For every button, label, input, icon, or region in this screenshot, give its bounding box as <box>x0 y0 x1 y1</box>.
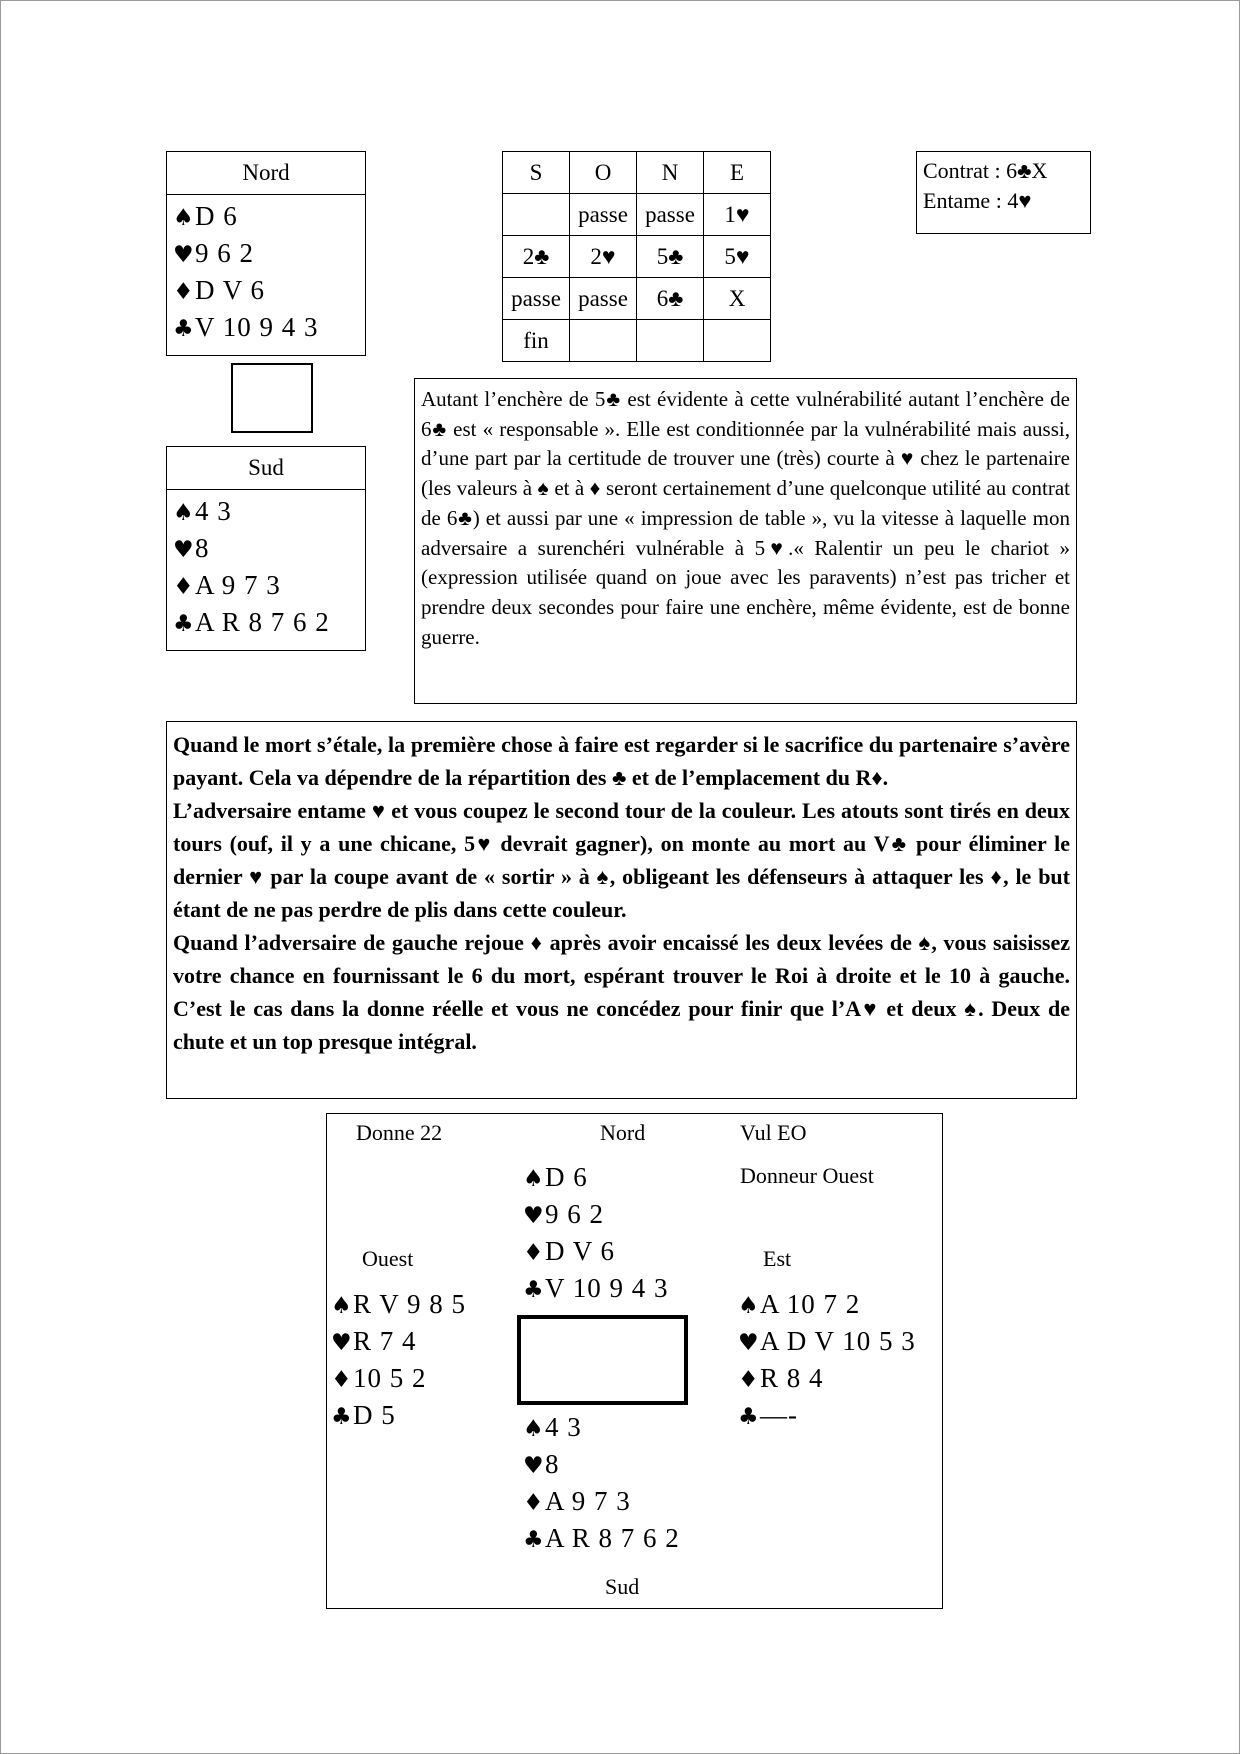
diamond-icon: ♦ <box>523 1240 545 1266</box>
deal-north-label: Nord <box>600 1120 646 1145</box>
bidding-header-north: N <box>637 152 704 194</box>
bidding-header-south: S <box>503 152 570 194</box>
bid-cell: 5♥ <box>704 236 771 278</box>
south-hearts-cards: 8 <box>195 533 210 563</box>
deal-south-diamonds <box>523 1484 680 1521</box>
lead-value: 4♥ <box>1007 188 1032 213</box>
south-hand-title: Sud <box>167 447 365 490</box>
cards-text: R 8 4 <box>760 1363 824 1393</box>
deal-east-hearts <box>738 1324 916 1361</box>
lead-label: Entame : <box>923 188 1008 213</box>
bidding-row <box>503 320 771 362</box>
deal-south-hand <box>523 1410 680 1558</box>
bidding-header-west: O <box>570 152 637 194</box>
bid-cell: fin <box>503 320 570 362</box>
spade-icon: ♠ <box>173 205 195 231</box>
north-clubs-cards: V 10 9 4 3 <box>195 312 319 342</box>
deal-south-label: Sud <box>605 1574 640 1599</box>
north-spades-line <box>173 199 365 236</box>
south-clubs-cards: A R 8 7 6 2 <box>195 607 330 637</box>
north-clubs-line <box>173 310 365 347</box>
bid-cell: 1♥ <box>704 194 771 236</box>
north-diamonds-line <box>173 273 365 310</box>
south-clubs-line <box>173 605 365 642</box>
table-square <box>231 363 313 433</box>
bid-cell: passe <box>637 194 704 236</box>
deal-south-hearts <box>523 1447 680 1484</box>
spade-icon: ♠ <box>331 1293 353 1319</box>
deal-north-hearts <box>523 1197 669 1234</box>
deal-east-label: Est <box>763 1246 792 1271</box>
club-icon: ♣ <box>523 1277 545 1303</box>
south-spades-cards: 4 3 <box>195 496 232 526</box>
commentary-bidding-text: Autant l’enchère de 5♣ est évidente à cette vulnérabilité autant l’enchère de 6♣ est « responsable ». Elle est conditionnée par la vulnérabilité mais aussi, d’une part par la certitude de trouver une (très) courte à ♥ chez le partenaire (les valeurs à ♠ et à ♦ seront certainement d’une quelconque utilité au contrat de 6♣) et aussi par une « impression de table », vu la vitesse à laquelle mon adversaire a surenchéri vulnérable à 5♥.« Ralentir un peu le chariot » (expression utilisée quand on joue avec les paravents) n’est pas tricher et prendre deux secondes pour faire une enchère, même évidente, est de bonne guerre. <box>421 387 1070 649</box>
deal-north-clubs <box>523 1271 669 1308</box>
cards-text: A D V 10 5 3 <box>760 1326 916 1356</box>
cards-text: 8 <box>545 1449 560 1479</box>
cards-text: R V 9 8 5 <box>353 1289 467 1319</box>
bid-cell: 2♣ <box>503 236 570 278</box>
deal-east-spades <box>738 1287 916 1324</box>
club-icon: ♣ <box>331 1404 353 1430</box>
north-spades-cards: D 6 <box>195 201 238 231</box>
bidding-row <box>503 278 771 320</box>
south-diamonds-cards: A 9 7 3 <box>195 570 281 600</box>
south-spades-line <box>173 494 365 531</box>
commentary-play-p1: Quand le mort s’étale, la première chose à faire est regarder si le sacrifice du partenaire s’avère payant. Cela va dépendre de la répartition des ♣ et de l’emplacement du R♦. <box>173 732 1070 790</box>
board-number: Donne 22 <box>356 1120 443 1145</box>
bid-cell <box>503 194 570 236</box>
cards-text: 9 6 2 <box>545 1199 604 1229</box>
north-hearts-cards: 9 6 2 <box>195 238 254 268</box>
north-hearts-line <box>173 236 365 273</box>
commentary-box-play <box>166 721 1077 1099</box>
dealer: Donneur Ouest <box>740 1163 874 1188</box>
north-hand-card <box>166 151 366 356</box>
north-diamonds-cards: D V 6 <box>195 275 266 305</box>
vulnerability: Vul EO <box>740 1120 807 1145</box>
deal-west-diamonds <box>331 1361 466 1398</box>
bid-cell <box>637 320 704 362</box>
bidding-table <box>502 151 771 362</box>
deal-west-hearts <box>331 1324 466 1361</box>
heart-icon: ♥ <box>173 242 195 268</box>
bid-cell: 5♣ <box>637 236 704 278</box>
deal-south-clubs <box>523 1521 680 1558</box>
bid-cell: passe <box>570 278 637 320</box>
bid-cell: passe <box>503 278 570 320</box>
deal-west-spades <box>331 1287 466 1324</box>
cards-text: A 9 7 3 <box>545 1486 631 1516</box>
bidding-header-east: E <box>704 152 771 194</box>
cards-text: D V 6 <box>545 1236 616 1266</box>
bidding-header-row <box>503 152 771 194</box>
commentary-play-p2: L’adversaire entame ♥ et vous coupez le second tour de la couleur. Les atouts sont tirés en deux tours (ouf, il y a une chicane, 5♥ devrait gagner), on monte au mort au V♣ pour éliminer le dernier ♥ par la coupe avant de « sortir » à ♠, obligeant les défenseurs à attaquer les ♦, le but étant de ne pas perdre de plis dans cette couleur. <box>173 798 1070 922</box>
bid-cell <box>704 320 771 362</box>
diamond-icon: ♦ <box>523 1490 545 1516</box>
cards-text: 4 3 <box>545 1412 582 1442</box>
cards-text: R 7 4 <box>353 1326 417 1356</box>
club-icon: ♣ <box>173 611 195 637</box>
heart-icon: ♥ <box>331 1330 353 1356</box>
south-hand-card <box>166 446 366 651</box>
spade-icon: ♠ <box>173 500 195 526</box>
bid-cell: passe <box>570 194 637 236</box>
cards-text: D 5 <box>353 1400 396 1430</box>
contract-value: 6♣X <box>1006 158 1048 183</box>
diamond-icon: ♦ <box>173 279 195 305</box>
cards-text: 10 5 2 <box>353 1363 427 1393</box>
deal-west-label: Ouest <box>362 1246 414 1271</box>
diamond-icon: ♦ <box>331 1367 353 1393</box>
heart-icon: ♥ <box>738 1330 760 1356</box>
spade-icon: ♠ <box>523 1416 545 1442</box>
south-diamonds-line <box>173 568 365 605</box>
cards-text: A R 8 7 6 2 <box>545 1523 680 1553</box>
commentary-play-p3: Quand l’adversaire de gauche rejoue ♦ après avoir encaissé les deux levées de ♠, vous saisissez votre chance en fournissant le 6 du mort, espérant trouver le Roi à droite et le 10 à gauche. C’est le cas dans la donne réelle et vous ne concédez pour finir que l’A♥ et deux ♠. Deux de chute et un top presque intégral. <box>173 930 1070 1054</box>
contract-box <box>916 151 1091 234</box>
bid-cell <box>570 320 637 362</box>
cards-text: A 10 7 2 <box>760 1289 861 1319</box>
cards-text: D 6 <box>545 1162 588 1192</box>
deal-north-diamonds <box>523 1234 669 1271</box>
heart-icon: ♥ <box>523 1203 545 1229</box>
heart-icon: ♥ <box>523 1453 545 1479</box>
south-hearts-line <box>173 531 365 568</box>
club-icon: ♣ <box>523 1527 545 1553</box>
commentary-box-bidding <box>414 378 1077 704</box>
contract-line <box>923 156 1090 186</box>
contract-label: Contrat : <box>923 158 1007 183</box>
bid-cell: X <box>704 278 771 320</box>
bidding-row <box>503 194 771 236</box>
deal-west-hand <box>331 1287 466 1435</box>
club-icon: ♣ <box>173 316 195 342</box>
cards-text: V 10 9 4 3 <box>545 1273 669 1303</box>
diamond-icon: ♦ <box>173 574 195 600</box>
north-hand-title: Nord <box>167 152 365 195</box>
heart-icon: ♥ <box>173 537 195 563</box>
deal-east-hand <box>738 1287 916 1435</box>
club-icon: ♣ <box>738 1404 760 1430</box>
deal-south-spades <box>523 1410 680 1447</box>
deal-north-spades <box>523 1160 669 1197</box>
deal-west-clubs <box>331 1398 466 1435</box>
bid-cell: 2♥ <box>570 236 637 278</box>
lead-line <box>923 186 1090 216</box>
spade-icon: ♠ <box>523 1166 545 1192</box>
cards-text: —- <box>760 1400 798 1430</box>
deal-east-diamonds <box>738 1361 916 1398</box>
bidding-row <box>503 236 771 278</box>
deal-north-hand <box>523 1160 669 1308</box>
deal-table-square <box>517 1315 688 1405</box>
bid-cell: 6♣ <box>637 278 704 320</box>
deal-east-clubs <box>738 1398 916 1435</box>
diamond-icon: ♦ <box>738 1367 760 1393</box>
spade-icon: ♠ <box>738 1293 760 1319</box>
